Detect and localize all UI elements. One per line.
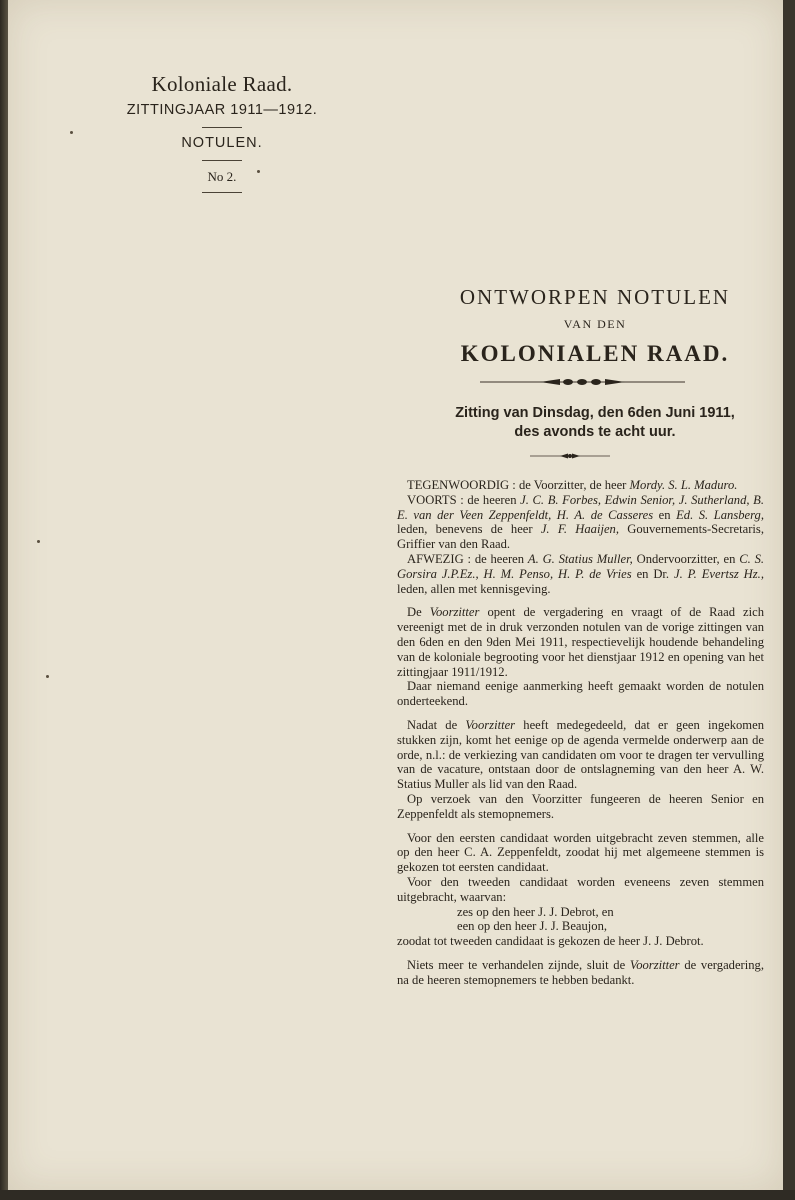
header-rule-2 [202,160,242,161]
session-info [430,404,760,442]
attendance-absent: AFWEZIG : de heeren A. G. Statius Muller, Ondervoorzitter, en C. S. Gorsira J.P.Ez., H. M. Penso, H. P. de Vries en Dr. J. P. Evertsz Hz., leden, allen met kennisgeving. [397,551,765,596]
header-rule-3 [202,192,242,193]
document-title: ONTWORPEN NOTULEN [459,285,731,309]
small-ornament [530,451,610,461]
paragraph-opening: De Voorzitter opent de vergadering en vraagt of de Raad zich vereenigt met de in druk verzonden notulen van de vorige zittingen van den 6den en den 9den Mei 1911, respectievelijk houdende behandeling van de koloniale begrooting voor het dienstjaar 1912 en opening van het zittingjaar 1911/1912. [397,605,764,679]
paragraph-tellers: Op verzoek van den Voorzitter fungeeren de heeren Senior en Zeppenfeldt als stemopnemers. [397,791,764,821]
paper-speck [257,170,260,173]
paragraph-first-candidate: Voor den eersten candidaat worden uitgebracht zeven stemmen, alle op den heer C. A. Zeppenfeldt, zoodat hij met algemeene stemmen is gekozen tot eersten candidaat. [397,830,764,875]
document-number: No 2. [207,169,237,184]
council-title: KOLONIALEN RAAD. [460,341,730,366]
paragraph-closing: Niets meer te verhandelen zijnde, sluit de Voorzitter de vergadering, na de heeren stemopnemers te hebben bedankt. [397,957,764,987]
attendance-further: VOORTS : de heeren J. C. B. Forbes, Edwin Senior, J. Sutherland, B. E. van der Veen Zeppenfeldt, H. A. de Casseres en Ed. S. Lansberg, leden, benevens de heer J. F. Haaijen, Gouvernements-Secretaris, Griffier van den Raad. [397,492,764,552]
council-name: Koloniale Raad. [151,72,293,96]
ornament-divider [480,376,685,388]
vote-line-debrot: zes op den heer J. J. Debrot, en [457,904,614,919]
paper-speck [46,675,49,678]
book-spine [0,0,8,1200]
paper-speck [70,131,73,134]
page-bottom-edge [0,1190,795,1200]
vote-line-beaujon: een op den heer J. J. Beaujon, [457,919,608,934]
paragraph-second-candidate: Voor den tweeden candidaat worden eveneens zeven stemmen uitgebracht, waarvan: [397,874,764,904]
header-rule-1 [202,127,242,128]
paragraph-agenda: Nadat de Voorzitter heeft medegedeeld, dat er geen ingekomen stukken zijn, komt het eenige op de agenda vermelde onderwerp aan de orde, n.l.: de verkiezing van candidaten om voor te dragen ter vervulling van de vacature, ontstaan door de ontslagneming van den heer A. W. Statius Muller als lid van den Raad. [397,717,764,792]
minutes-body [397,478,764,988]
session-line-2: des avonds te acht uur. [514,424,676,440]
vote-result: zoodat tot tweeden candidaat is gekozen de heer J. J. Debrot. [397,934,704,949]
session-year: ZITTINGJAAR 1911—1912. [126,102,318,118]
section-label: NOTULEN. [181,135,263,151]
paragraph-signed: Daar niemand eenige aanmerking heeft gemaakt worden de notulen onderteekend. [397,679,764,709]
document-subtitle: VAN DEN [563,317,627,331]
paper-speck [37,540,40,543]
attendance-present: TEGENWOORDIG : de Voorzitter, de heer Mordy. S. L. Maduro. [407,478,738,492]
session-line-1: Zitting van Dinsdag, den 6den Juni 1911, [455,405,735,421]
